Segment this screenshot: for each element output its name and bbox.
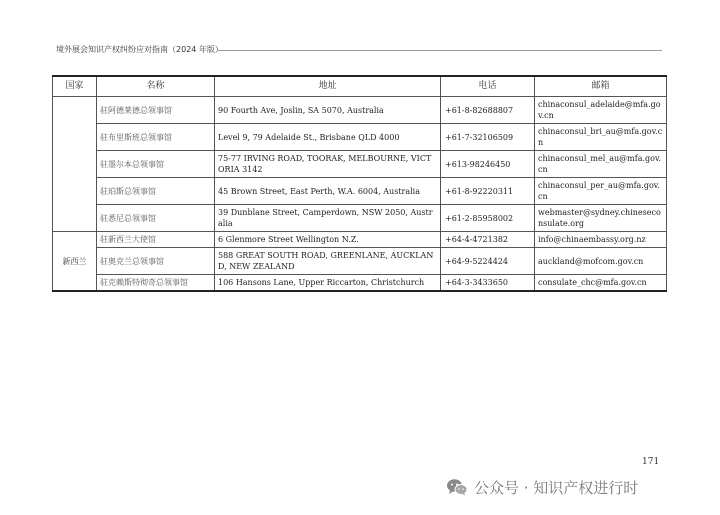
email-cell: info@chinaembassy.org.nz	[535, 232, 667, 248]
address-cell: 45 Brown Street, East Perth, W.A. 6004, Australia	[215, 178, 441, 205]
column-header-country: 国家	[53, 76, 97, 97]
mission-name-cell: 驻悉尼总领事馆	[97, 205, 215, 232]
column-header-address: 地址	[215, 76, 441, 97]
wechat-watermark	[446, 475, 638, 499]
email-cell: webmaster@sydney.chineseconsulate.org	[535, 205, 667, 232]
header-rule	[218, 50, 662, 51]
mission-name-cell: 驻墨尔本总领事馆	[97, 151, 215, 178]
consulate-table	[52, 75, 667, 292]
country-cell: 新西兰	[53, 232, 97, 292]
address-cell: 588 GREAT SOUTH ROAD, GREENLANE, AUCKLAND, NEW ZEALAND	[215, 248, 441, 275]
phone-cell: +64-9-5224424	[441, 248, 535, 275]
address-cell: 6 Glenmore Street Wellington N.Z.	[215, 232, 441, 248]
mission-name-cell: 驻克赖斯特彻奇总领事馆	[97, 275, 215, 292]
table-row	[53, 248, 667, 275]
mission-name-cell: 驻布里斯班总领事馆	[97, 124, 215, 151]
table-row	[53, 232, 667, 248]
mission-name-cell: 驻珀斯总领事馆	[97, 178, 215, 205]
phone-cell: +613-98246450	[441, 151, 535, 178]
phone-cell: +64-4-4721382	[441, 232, 535, 248]
address-cell: Level 9, 79 Adelaide St., Brisbane QLD 4000	[215, 124, 441, 151]
phone-cell: +61-8-92220311	[441, 178, 535, 205]
phone-cell: +64-3-3433650	[441, 275, 535, 292]
page-number: 171	[642, 457, 660, 467]
mission-name-cell: 驻阿德莱德总领事馆	[97, 97, 215, 124]
email-cell: chinaconsul_bri_au@mfa.gov.cn	[535, 124, 667, 151]
page-header	[56, 44, 662, 60]
table-row	[53, 97, 667, 124]
table-row	[53, 205, 667, 232]
country-cell	[53, 97, 97, 232]
email-cell: consulate_chc@mfa.gov.cn	[535, 275, 667, 292]
column-header-name: 名称	[97, 76, 215, 97]
table-row	[53, 124, 667, 151]
email-cell: auckland@mofcom.gov.cn	[535, 248, 667, 275]
watermark-text: 公众号 · 知识产权进行时	[474, 478, 639, 497]
mission-name-cell: 驻新西兰大使馆	[97, 232, 215, 248]
table-header-row	[53, 76, 667, 97]
table-row	[53, 151, 667, 178]
email-cell: chinaconsul_mel_au@mfa.gov.cn	[535, 151, 667, 178]
table-row	[53, 275, 667, 292]
phone-cell: +61-2-85958002	[441, 205, 535, 232]
email-cell: chinaconsul_per_au@mfa.gov.cn	[535, 178, 667, 205]
column-header-email: 邮箱	[535, 76, 667, 97]
column-header-phone: 电话	[441, 76, 535, 97]
address-cell: 90 Fourth Ave, Joslin, SA 5070, Australia	[215, 97, 441, 124]
phone-cell: +61-8-82688807	[441, 97, 535, 124]
email-cell: chinaconsul_adelaide@mfa.gov.cn	[535, 97, 667, 124]
mission-name-cell: 驻奥克兰总领事馆	[97, 248, 215, 275]
document-title: 境外展会知识产权纠纷应对指南（2024 年版）	[56, 45, 223, 54]
address-cell: 75-77 IRVING ROAD, TOORAK, MELBOURNE, VICTORIA 3142	[215, 151, 441, 178]
wechat-icon	[446, 478, 468, 496]
phone-cell: +61-7-32106509	[441, 124, 535, 151]
address-cell: 39 Dunblane Street, Camperdown, NSW 2050, Australia	[215, 205, 441, 232]
table-row	[53, 178, 667, 205]
address-cell: 106 Hansons Lane, Upper Riccarton, Christchurch	[215, 275, 441, 292]
